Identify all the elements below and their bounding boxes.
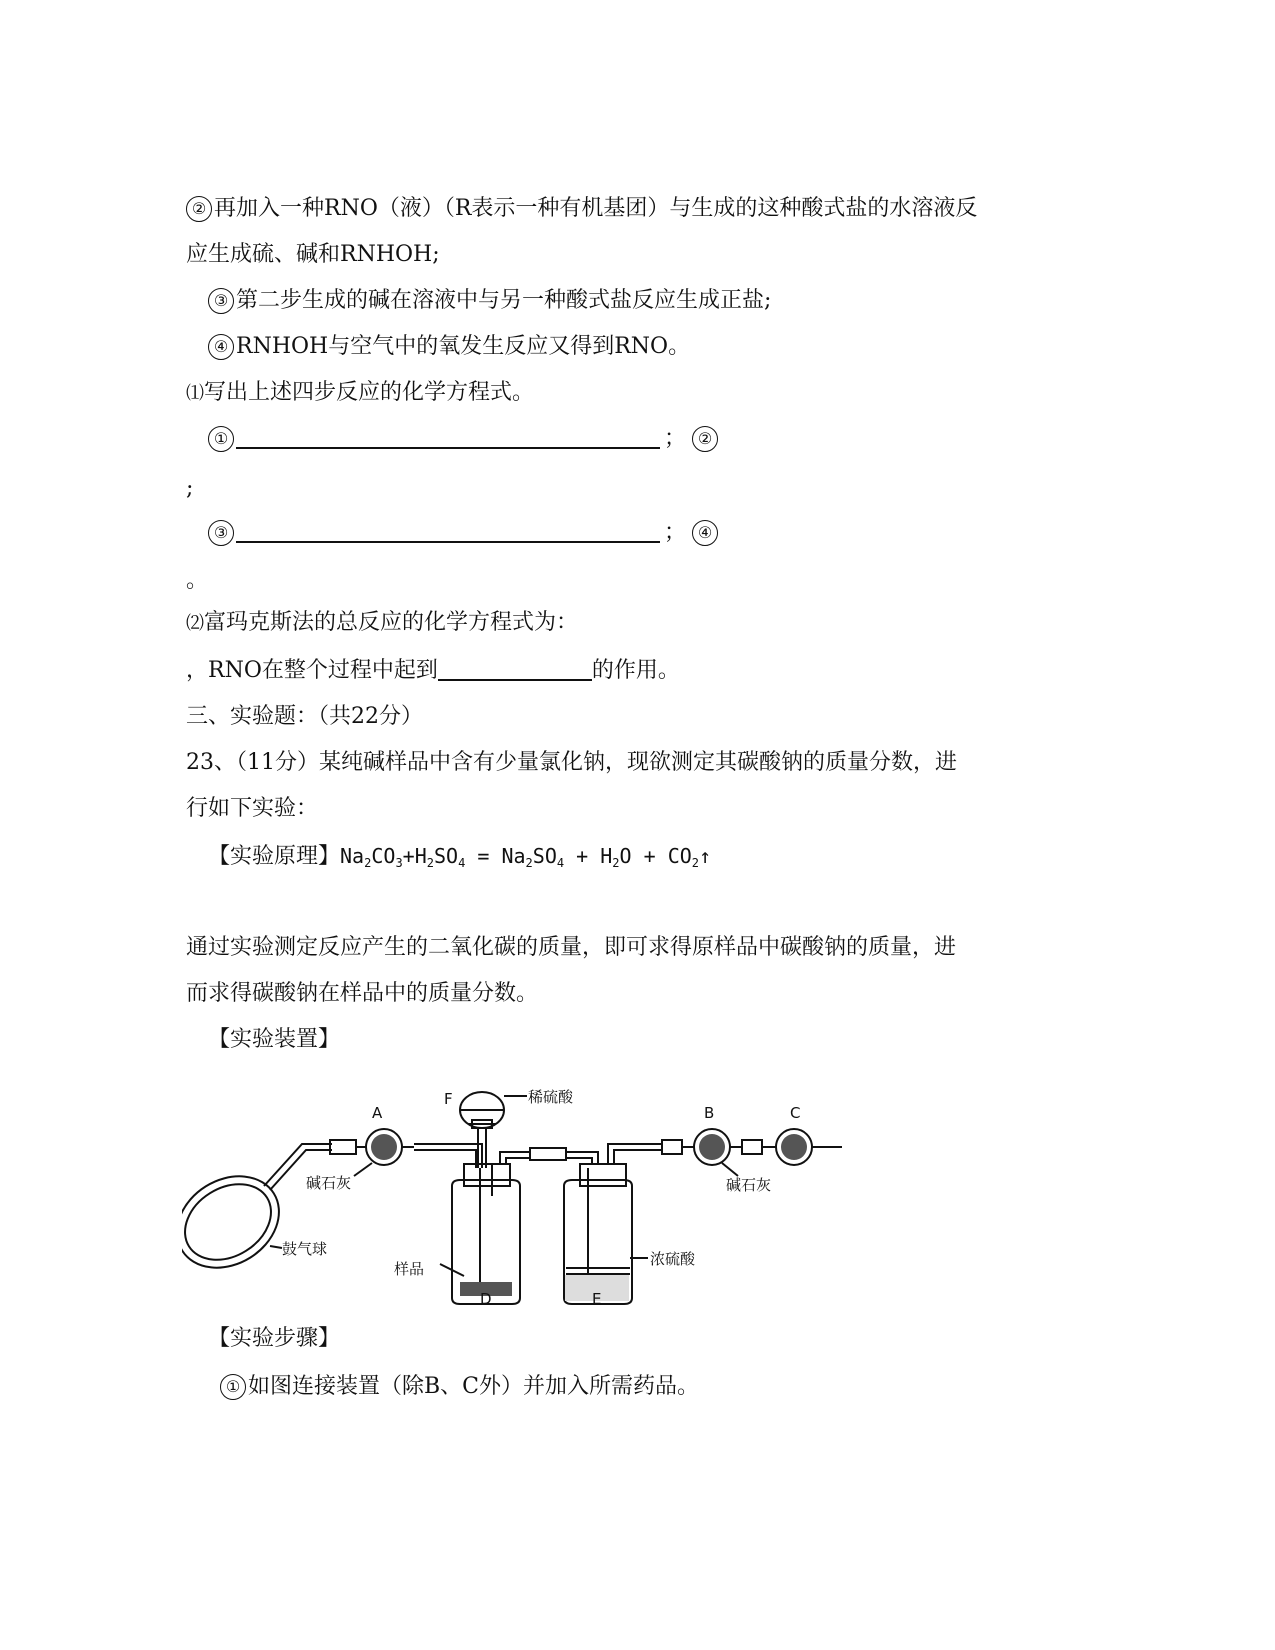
- text-line-3: ③ 第二步生成的碱在溶液中与另一种酸式盐反应生成正盐;: [208, 286, 771, 316]
- label-f: F: [444, 1090, 453, 1108]
- apparatus-heading: 【实验装置】: [208, 1027, 341, 1052]
- answer-marker-2: ②: [692, 426, 718, 452]
- label-conc-acid: 浓硫酸: [650, 1250, 696, 1268]
- label-soda-lime-1: 碱石灰: [306, 1174, 352, 1192]
- label-sample: 样品: [394, 1260, 425, 1278]
- question-23: 23、（11分）某纯碱样品中含有少量氯化钠，现欲测定其碳酸钠的质量分数，进: [186, 750, 957, 775]
- chemical-equation: $Na_2CO_3+H_2SO_4 = Na_2SO_4 + H_2O$ + $CO_2↑$: [340, 844, 712, 870]
- principle-explanation-2: 而求得碳酸钠在样品中的质量分数。: [186, 981, 539, 1006]
- principle-line: 【实验原理】$Na_2CO_3+H_2SO_4 = Na_2SO_4 + H_2O$ + $CO_2↑$: [208, 844, 712, 870]
- apparatus-figure: [182, 1068, 852, 1310]
- answer-line-2-end: ;: [186, 476, 194, 501]
- label-a: A: [372, 1104, 383, 1122]
- label-b: B: [704, 1104, 715, 1122]
- text-line-4: ④ RNHOH与空气中的氧发生反应又得到RNO。: [208, 332, 690, 362]
- answer-marker-1: ①: [208, 426, 234, 452]
- question-2-line-2: ，RNO在整个过程中起到 的作用。: [186, 658, 680, 683]
- label-air-bulb: 鼓气球: [282, 1240, 328, 1258]
- answer-blank-3[interactable]: [236, 519, 660, 543]
- marker-4: ④: [208, 334, 234, 360]
- question-2: ⑵富玛克斯法的总反应的化学方程式为：: [186, 610, 579, 635]
- question-1: ⑴写出上述四步反应的化学方程式。: [186, 380, 535, 405]
- answer-line-3-4: ③ ； ④: [208, 518, 720, 548]
- step-1: ① 如图连接装置（除B、C外）并加入所需药品。: [220, 1372, 699, 1402]
- text-line-2: 应生成硫、碱和RNHOH;: [186, 242, 440, 267]
- marker-3: ③: [208, 288, 234, 314]
- label-d: D: [480, 1290, 492, 1308]
- answer-line-1-2: ① ； ②: [208, 424, 720, 454]
- answer-marker-4: ④: [692, 520, 718, 546]
- label-dilute-acid: 稀硫酸: [528, 1088, 574, 1106]
- answer-marker-3: ③: [208, 520, 234, 546]
- question-23-line-2: 行如下实验：: [186, 796, 319, 821]
- label-soda-lime-2: 碱石灰: [726, 1176, 772, 1194]
- marker-2: ②: [186, 196, 212, 222]
- steps-heading: 【实验步骤】: [208, 1326, 341, 1351]
- label-e: E: [592, 1290, 602, 1308]
- role-blank[interactable]: [438, 657, 592, 681]
- question-marker-1: ⑴: [186, 383, 204, 404]
- question-marker-2: ⑵: [186, 613, 204, 634]
- text-line-1: ② 再加入一种RNO（液）（R表示一种有机基团）与生成的这种酸式盐的水溶液反: [186, 194, 977, 224]
- answer-line-4-end: 。: [186, 568, 209, 593]
- step-marker-1: ①: [220, 1374, 246, 1400]
- section-heading: 三、实验题：（共22分）: [186, 704, 423, 729]
- air-bulb: [182, 1158, 296, 1286]
- principle-explanation: 通过实验测定反应产生的二氧化碳的质量，即可求得原样品中碳酸钠的质量，进: [186, 935, 957, 960]
- label-c: C: [790, 1104, 801, 1122]
- answer-blank-1[interactable]: [236, 425, 660, 449]
